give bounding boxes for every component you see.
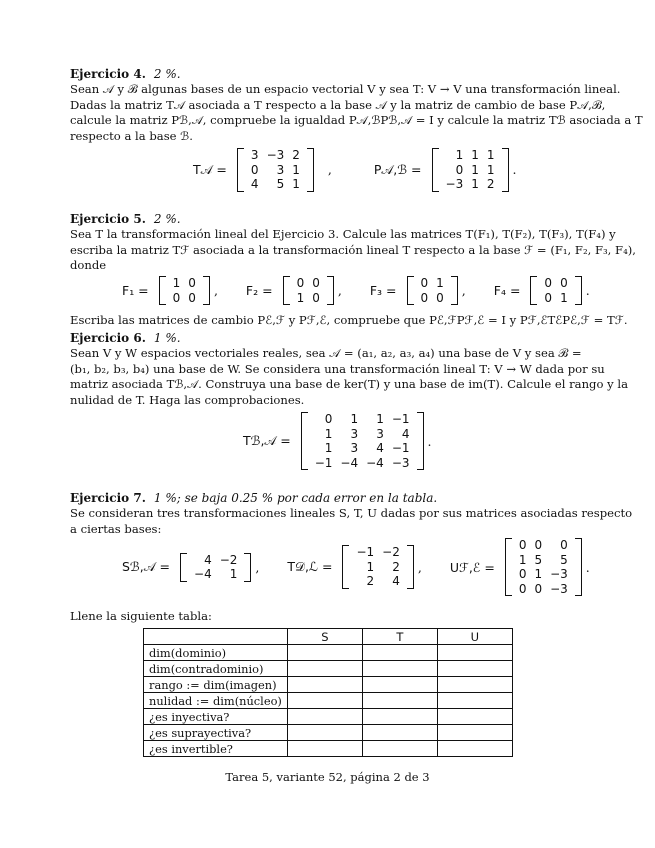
matrix-entry: 1 xyxy=(471,162,479,177)
ex7-heading xyxy=(70,491,437,506)
matrix-entry: 3 xyxy=(276,162,285,177)
matrix-entry: 4 xyxy=(392,574,400,589)
ex7-title: Ejercicio 7. xyxy=(70,491,146,505)
matrix-entry: 2 xyxy=(366,574,375,589)
matrix-entry: 1 xyxy=(229,567,238,582)
matrix-entry: 4 xyxy=(204,552,212,567)
properties-table xyxy=(143,628,513,757)
matrix-entry: −1 xyxy=(391,412,410,426)
matrix-entry: 0 xyxy=(420,290,429,305)
matrix-entry: 3 xyxy=(350,426,359,441)
matrix-entry: 0 xyxy=(420,276,429,290)
table-cell-S[interactable] xyxy=(287,741,362,757)
ex7-fill-text: Llene la siguiente tabla: xyxy=(70,609,212,623)
matrix-entry: 1 xyxy=(518,552,527,567)
matrix-entry: 1 xyxy=(292,177,300,192)
table-row-label: ¿es invertible? xyxy=(144,741,288,757)
matrix-entry: 1 xyxy=(471,177,479,192)
matrix-entry: −4 xyxy=(194,567,212,582)
table-cell-U[interactable] xyxy=(437,677,512,693)
matrix-entry: 5 xyxy=(560,552,568,567)
matrix-TA xyxy=(237,148,314,192)
ex4-weight: 2 %. xyxy=(153,67,181,81)
ex5-after: Escriba las matrices de cambio Pℰ,ℱ y Pℱ,ℰ, compruebe que Pℰ,ℱPℱ,ℰ = I y Pℱ,ℰTℰPℰ,ℱ = Tℱ. xyxy=(70,313,628,327)
ex4-heading xyxy=(70,67,181,82)
table-cell-U[interactable] xyxy=(437,661,512,677)
matrix-F3 xyxy=(407,276,458,305)
ex4-statement xyxy=(70,82,643,144)
table-row-label: rango := dim(imagen) xyxy=(144,677,288,693)
matrix-entry: 5 xyxy=(534,552,543,567)
ex4-title: Ejercicio 4. xyxy=(70,67,146,81)
table-cell-T[interactable] xyxy=(362,741,437,757)
matrix-entry: 2 xyxy=(292,148,300,162)
matrix-entry: −1 xyxy=(391,441,410,456)
ex7-line: a ciertas bases: xyxy=(70,521,162,536)
matrix-entry: 4 xyxy=(401,426,410,441)
table-cell-S[interactable] xyxy=(287,677,362,693)
table-header-empty xyxy=(144,629,288,645)
ex5-basis-matrices: F₁ = 1 0 0 0 , F₂ = 0 0 1 0 , F₃ = 0 1 0 0 , F₄ = 0 0 0 1 . xyxy=(122,276,590,305)
ex6-line: Sean V y W espacios vectoriales reales, sea 𝒜 = (a₁, a₂, a₃, a₄) una base de V y sea ℬ = xyxy=(70,346,582,360)
matrix-entry: −4 xyxy=(340,455,359,470)
matrix-S xyxy=(180,553,251,582)
table-cell-T[interactable] xyxy=(362,677,437,693)
matrix-entry: 0 xyxy=(188,276,196,290)
matrix-label-U: Uℱ,ℰ = xyxy=(449,559,495,575)
ex5-title: Ejercicio 5. xyxy=(70,212,146,226)
table-row xyxy=(144,661,513,677)
matrix-entry: 0 xyxy=(172,290,181,305)
ex7-line: Se consideran tres transformaciones lineales S, T, U dadas por sus matrices asociadas respecto xyxy=(70,506,633,520)
ex4-matrices: T𝒜 = 3 −3 2 0 3 1 4 5 1 , P𝒜,ℬ = 1 1 1 0 1 1 −3 1 2 . xyxy=(193,148,517,192)
matrix-label-PAB: P𝒜,ℬ = xyxy=(373,161,422,177)
table-cell-S[interactable] xyxy=(287,661,362,677)
ex5-weight: 2 %. xyxy=(153,212,181,226)
ex4-line: Sean 𝒜 y ℬ algunas bases de un espacio vectorial V y sea T: V → V una transformación lineal. xyxy=(70,82,621,96)
matrix-label-TA: T𝒜 = xyxy=(193,161,227,177)
matrix-label-F3: F₃ = xyxy=(369,283,397,299)
table-row-label: dim(dominio) xyxy=(144,645,288,661)
table-cell-U[interactable] xyxy=(437,725,512,741)
ex4-line: respecto a la base ℬ. xyxy=(70,128,193,143)
table-row xyxy=(144,677,513,693)
table-cell-T[interactable] xyxy=(362,693,437,709)
matrix-entry: 1 xyxy=(534,567,543,582)
table-row xyxy=(144,645,513,661)
table-cell-T[interactable] xyxy=(362,645,437,661)
matrix-entry: 0 xyxy=(436,290,444,305)
matrix-entry: 1 xyxy=(436,276,444,290)
table-row xyxy=(144,725,513,741)
ex7-instruction xyxy=(70,609,588,625)
matrix-label-T: T𝒟,ℒ = xyxy=(287,559,333,575)
table-cell-U[interactable] xyxy=(437,709,512,725)
matrix-entry: 1 xyxy=(366,559,375,574)
table-cell-S[interactable] xyxy=(287,725,362,741)
matrix-entry: −4 xyxy=(366,455,384,470)
matrix-entry: 1 xyxy=(324,441,333,456)
table-row-label: nulidad := dim(núcleo) xyxy=(144,693,288,709)
matrix-entry: −3 xyxy=(266,148,285,162)
matrix-entry: 0 xyxy=(312,290,320,305)
matrix-entry: 1 xyxy=(350,412,359,426)
matrix-entry: 3 xyxy=(376,426,384,441)
table-header-U: U xyxy=(437,629,512,645)
matrix-F4 xyxy=(530,276,581,305)
matrix-U xyxy=(505,538,582,596)
matrix-entry: 0 xyxy=(518,538,527,552)
matrix-entry: 1 xyxy=(455,148,464,162)
ex6-line: (b₁, b₂, b₃, b₄) una base de W. Se considera una transformación lineal T: V → W dada por su xyxy=(70,361,605,376)
table-header-row xyxy=(144,629,513,645)
matrix-label-S: Sℬ,𝒜 = xyxy=(122,559,171,575)
matrix-entry: −3 xyxy=(550,567,568,582)
matrix-entry: 5 xyxy=(276,177,285,192)
matrix-entry: −2 xyxy=(382,545,400,560)
matrix-entry: 0 xyxy=(455,162,464,177)
table-row xyxy=(144,693,513,709)
table-cell-T[interactable] xyxy=(362,725,437,741)
ex6-line: nulidad de T. Haga las comprobaciones. xyxy=(70,392,305,407)
matrix-entry: 1 xyxy=(292,162,300,177)
table-row-label: ¿es inyectiva? xyxy=(144,709,288,725)
ex6-weight: 1 %. xyxy=(153,331,181,345)
ex5-line: Sea T la transformación lineal del Ejercicio 3. Calcule las matrices T(F₁), T(F₂), T(F₃), T(F₄) y xyxy=(70,227,616,241)
matrix-entry: 4 xyxy=(250,177,259,192)
matrix-entry: −1 xyxy=(356,545,375,560)
matrix-entry: 0 xyxy=(296,276,305,290)
matrix-entry: 1 xyxy=(324,426,333,441)
matrix-entry: 2 xyxy=(486,177,495,192)
matrix-entry: 1 xyxy=(486,148,495,162)
matrix-entry: 0 xyxy=(534,538,543,552)
page-footer: Tarea 5, variante 52, página 2 de 3 xyxy=(225,770,430,784)
table-row-label: ¿es suprayectiva? xyxy=(144,725,288,741)
matrix-entry: 2 xyxy=(392,559,400,574)
ex7-statement xyxy=(70,506,633,537)
matrix-entry: 0 xyxy=(250,162,259,177)
matrix-entry: 0 xyxy=(534,581,543,596)
matrix-TBA xyxy=(301,412,424,470)
matrix-label-TBA: Tℬ,𝒜 = xyxy=(243,433,291,449)
table-cell-S[interactable] xyxy=(287,709,362,725)
table-cell-T[interactable] xyxy=(362,661,437,677)
ex6-title: Ejercicio 6. xyxy=(70,331,146,345)
table-cell-U[interactable] xyxy=(437,693,512,709)
matrix-entry: 1 xyxy=(172,276,181,290)
matrix-entry: −2 xyxy=(219,552,238,567)
table-cell-T[interactable] xyxy=(362,709,437,725)
ex7-weight: 1 %; se baja 0.25 % por cada error en la tabla. xyxy=(153,491,438,505)
matrix-entry: 3 xyxy=(350,441,359,456)
ex6-heading xyxy=(70,331,181,346)
matrix-entry: 1 xyxy=(296,290,305,305)
ex5-statement xyxy=(70,227,636,274)
matrix-entry: 0 xyxy=(544,290,553,305)
table-header-T: T xyxy=(362,629,437,645)
table-cell-U[interactable] xyxy=(437,645,512,661)
matrix-label-F2: F₂ = xyxy=(245,283,273,299)
matrix-entry: 0 xyxy=(312,276,320,290)
table-row xyxy=(144,741,513,757)
matrix-entry: −3 xyxy=(391,455,410,470)
matrix-label-F4: F₄ = xyxy=(493,283,521,299)
matrix-entry: −3 xyxy=(550,581,568,596)
table-header-S: S xyxy=(287,629,362,645)
matrix-entry: 1 xyxy=(471,148,479,162)
ex6-statement xyxy=(70,346,628,408)
table-body xyxy=(144,645,513,757)
matrix-entry: −1 xyxy=(314,455,333,470)
matrix-PAB xyxy=(432,148,509,192)
ex5-followup xyxy=(70,313,628,329)
matrix-entry: 1 xyxy=(560,290,568,305)
matrix-entry: 3 xyxy=(250,148,259,162)
matrix-label-F1: F₁ = xyxy=(122,283,149,299)
matrix-entry: 0 xyxy=(188,290,196,305)
matrix-entry: 0 xyxy=(518,567,527,582)
table-cell-S[interactable] xyxy=(287,645,362,661)
matrix-entry: 1 xyxy=(486,162,495,177)
table-row xyxy=(144,709,513,725)
matrix-entry: 0 xyxy=(324,412,333,426)
matrix-entry: 0 xyxy=(560,276,568,290)
ex5-heading xyxy=(70,212,181,227)
matrix-F2 xyxy=(283,276,334,305)
ex5-line: donde xyxy=(70,258,107,273)
table-row-label: dim(contradominio) xyxy=(144,661,288,677)
ex4-line: calcule la matriz Pℬ,𝒜, compruebe la igualdad P𝒜,ℬPℬ,𝒜 = I y calcule la matriz Tℬ asociada a T xyxy=(70,113,643,128)
matrix-entry: 4 xyxy=(376,441,384,456)
matrix-entry: 1 xyxy=(376,412,384,426)
matrix-entry: 0 xyxy=(560,538,568,552)
table-cell-S[interactable] xyxy=(287,693,362,709)
matrix-entry: 0 xyxy=(544,276,553,290)
ex6-line: matriz asociada Tℬ,𝒜. Construya una base de ker(T) y una base de im(T). Calcule el rango y la xyxy=(70,377,628,392)
matrix-F1 xyxy=(159,276,210,305)
ex7-matrices: Sℬ,𝒜 = 4 −2 −4 1 , T𝒟,ℒ = −1 −2 1 2 2 4 , Uℱ,ℰ = 0 0 0 1 5 5 0 1 −3 0 0 −3 . xyxy=(122,538,590,596)
table-cell-U[interactable] xyxy=(437,741,512,757)
matrix-entry: −3 xyxy=(445,177,464,192)
matrix-T xyxy=(342,545,413,589)
ex6-matrix: Tℬ,𝒜 = 0 1 1 −1 1 3 3 4 1 3 4 −1 −1 −4 −4 −3 . xyxy=(243,412,432,470)
matrix-entry: 0 xyxy=(518,581,527,596)
ex4-line: Dadas la matriz T𝒜 asociada a T respecto a la base 𝒜 y la matriz de cambio de base P𝒜,ℬ, xyxy=(70,97,606,112)
ex5-line: escriba la matriz Tℱ asociada a la transformación lineal T respecto a la base ℱ = (F₁, F₂, F₃, F₄), xyxy=(70,242,636,257)
